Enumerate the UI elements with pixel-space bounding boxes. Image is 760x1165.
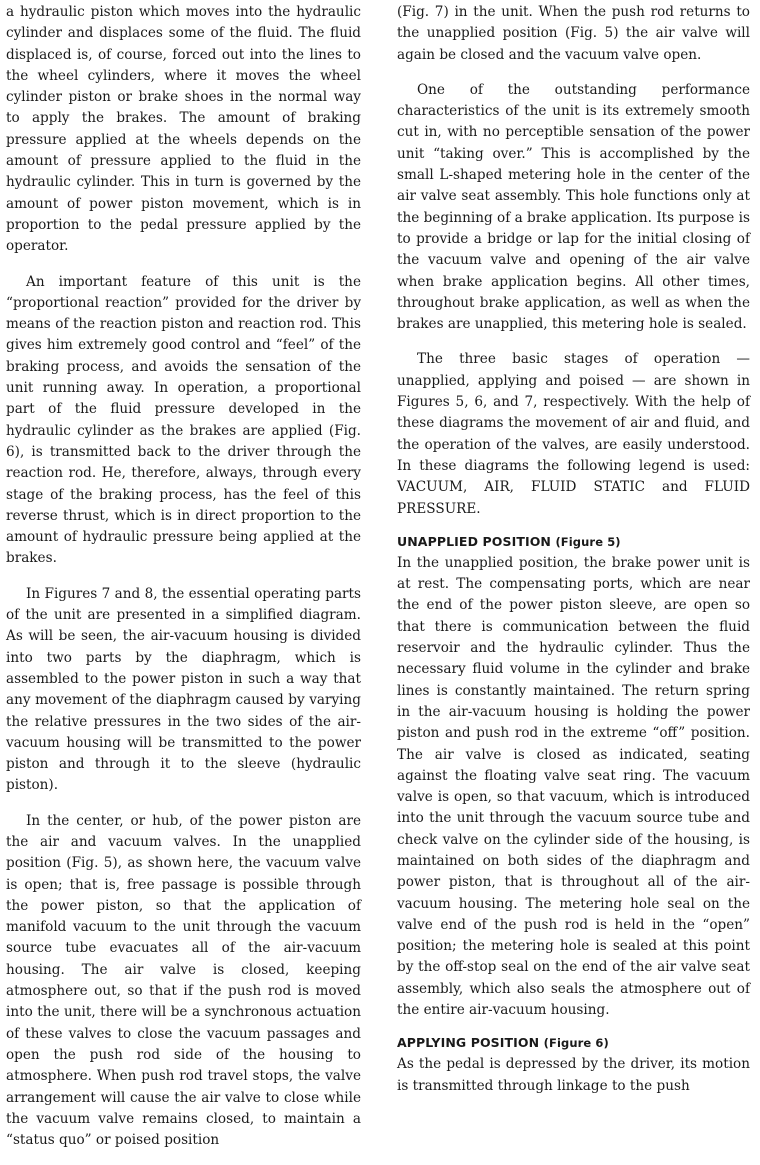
left-column	[6, 2, 361, 1165]
paragraph: a hydraulic piston which moves into the hydraulic cylinder and displaces some of the fluid. The fluid displaced is, of course, forced out into the lines to the wheel cylinders, where it moves the wheel cylinder piston or brake shoes in the normal way to apply the brakes. The amount of braking pressure applied at the wheels depends on the amount of pressure applied to the fluid in the hydraulic cylinder. This in turn is governed by the amount of power piston movement, which is in proportion to the pedal pressure applied by the operator.	[6, 4, 361, 255]
right-column	[397, 2, 750, 1111]
paragraph: As the pedal is depressed by the driver, its motion is transmitted through linkage to the push	[397, 1056, 750, 1094]
section-heading-figure-ref: (Figure 5)	[555, 534, 621, 549]
section-heading-unapplied	[397, 534, 750, 549]
section-heading-title: APPLYING POSITION	[397, 1035, 540, 1051]
section-heading-title: UNAPPLIED POSITION	[397, 533, 551, 549]
section-heading-applying	[397, 1035, 750, 1050]
paragraph: In Figures 7 and 8, the essential operating parts of the unit are presented in a simplified diagram. As will be seen, the air-vacuum housing is divided into two parts by the diaphragm, which is assembled to the power piston in such a way that any movement of the diaphragm caused by varying the relative pressures in the two sides of the air-vacuum housing will be transmitted to the power piston and through it to the sleeve (hydraulic piston).	[6, 585, 361, 794]
paragraph: In the unapplied position, the brake power unit is at rest. The compensating ports, which are near the end of the power piston sleeve, are open so that there is communication between the fluid reservoir and the hydraulic cylinder. Thus the necessary fluid volume in the cylinder and brake lines is constantly maintained. The return spring in the air-vacuum housing is holding the power piston and push rod in the extreme “off” position. The air valve is closed as indicated, seating against the floating valve seat ring. The vacuum valve is open, so that vacuum, which is introduced into the unit through the vacuum source tube and check valve on the cylinder side of the housing, is maintained on both sides of the diaphragm and power piston, that is throughout all of the air-vacuum housing. The metering hole seal on the valve end of the push rod is held in the “open” position; the metering hole is sealed at this point by the off-stop seal on the end of the air valve seat assembly, which also seals the atmosphere out of the entire air-vacuum housing.	[397, 554, 750, 1019]
paragraph: An important feature of this unit is the “proportional reaction” provided for the driver by means of the reaction piston and reaction rod. This gives him extremely good control and “feel” of the braking process, and avoids the sensation of the unit running away. In operation, a proportional part of the fluid pressure developed in the hydraulic cylinder as the brakes are applied (Fig. 6), is transmitted back to the driver through the reaction rod. He, therefore, always, through every stage of the braking process, has the feel of this reverse thrust, which is in direct proportion to the amount of hydraulic pressure being applied at the brakes.	[6, 273, 361, 567]
section-heading-figure-ref: (Figure 6)	[543, 1036, 609, 1051]
paragraph: In the center, or hub, of the power piston are the air and vacuum valves. In the unapplied position (Fig. 5), as shown here, the vacuum valve is open; that is, free passage is possible through the power piston, so that the application of manifold vacuum to the unit through the vacuum source tube evacuates all of the air-vacuum housing. The air valve is closed, keeping atmosphere out, so that if the push rod is moved into the unit, there will be a synchronous actuation of these valves to close the vacuum passages and open the push rod side of the housing to atmosphere. When push rod travel stops, the valve arrangement will cause the air valve to close while the vacuum valve remains closed, to maintain a “status quo” or poised position	[6, 812, 361, 1149]
paragraph: The three basic stages of operation — unapplied, applying and poised — are shown in Figures 5, 6, and 7, respectively. With the help of these diagrams the movement of air and fluid, and the operation of the valves, are easily understood. In these diagrams the following legend is used: VACUUM, AIR, FLUID STATIC and FLUID PRESSURE.	[397, 351, 750, 517]
paragraph: One of the outstanding performance characteristics of the unit is its extremely smooth cut in, with no perceptible sensation of the power unit “taking over.” This is accomplished by the small L-shaped metering hole in the center of the air valve seat assembly. This hole functions only at the beginning of a brake application. Its purpose is to provide a bridge or lap for the initial closing of the vacuum valve and opening of the air valve when brake application begins. All other times, throughout brake application, as well as when the brakes are unapplied, this metering hole is sealed.	[397, 81, 750, 333]
paragraph: (Fig. 7) in the unit. When the push rod returns to the unapplied position (Fig. 5) the air valve will again be closed and the vacuum valve open.	[397, 4, 750, 63]
